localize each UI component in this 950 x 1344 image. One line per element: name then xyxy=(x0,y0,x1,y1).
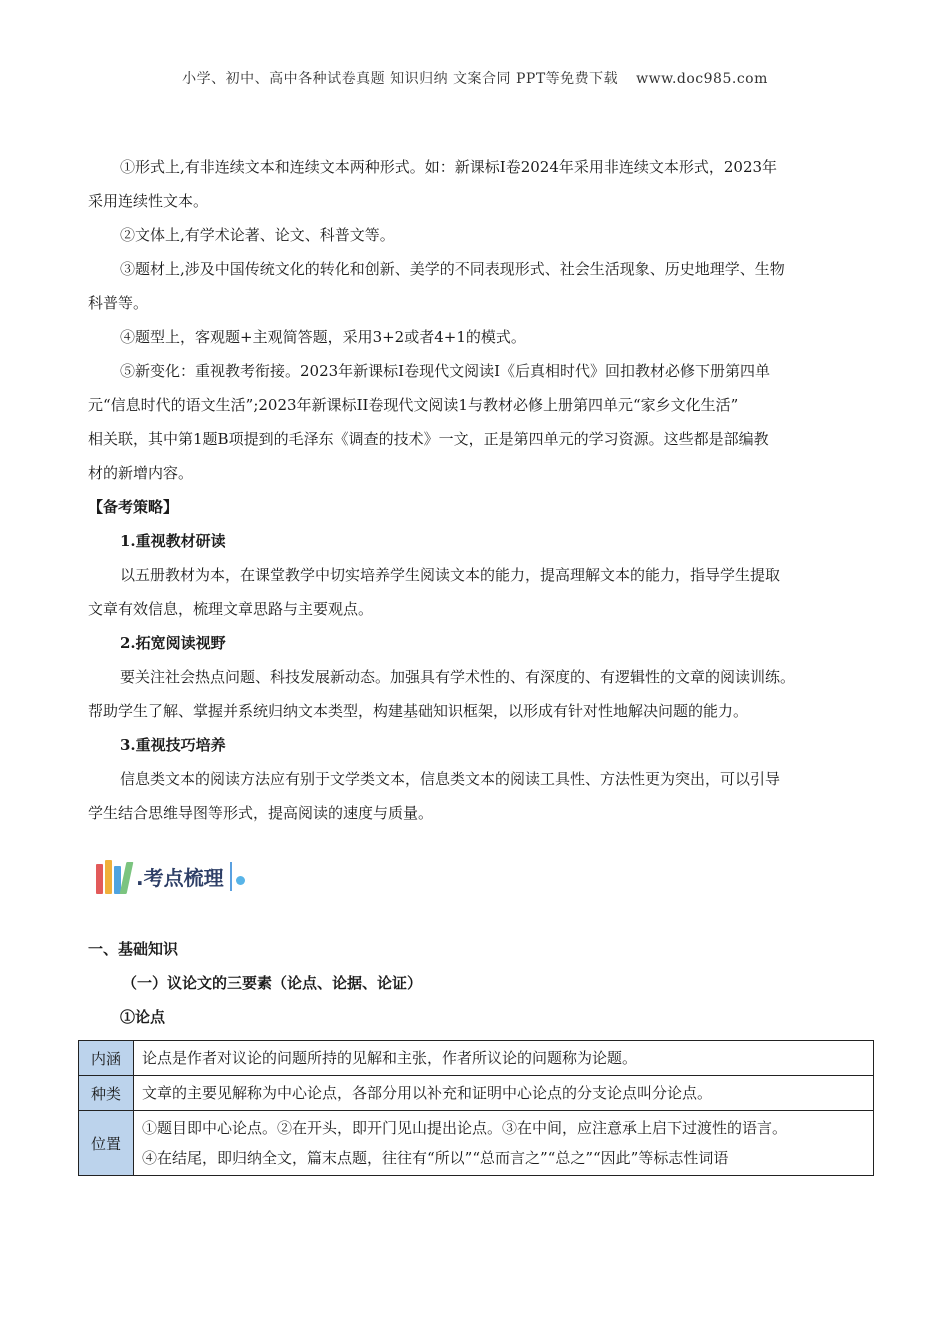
table-row xyxy=(79,1111,874,1176)
section-banner xyxy=(88,850,868,902)
knowledge-heading: 一、基础知识 xyxy=(88,940,179,958)
header-text: 小学、初中、高中各种试卷真题 知识归纳 文案合同 PPT等免费下载 xyxy=(182,71,619,87)
knowledge-point-title: ①论点 xyxy=(120,1008,166,1026)
row-label: 内涵 xyxy=(79,1041,134,1076)
row-line: ④在结尾，即归纳全文，篇末点题，往往有“所以”“总而言之”“总之”“因此”等标志性词语 xyxy=(142,1149,729,1167)
row-line: ①题目即中心论点。②在开头，即开门见山提出论点。③在中间，应注意承上启下过渡性的语言。 xyxy=(142,1119,788,1137)
paragraph: ⑤新变化：重视教考衔接。2023年新课标I卷现代文阅读I《后真相时代》回扣教材必修下册第四单 xyxy=(120,362,771,380)
paragraph: 以五册教材为本，在课堂教学中切实培养学生阅读文本的能力，提高理解文本的能力，指导学生提取 xyxy=(120,566,781,584)
paragraph: 文章有效信息，梳理文章思路与主要观点。 xyxy=(88,600,374,618)
table-row xyxy=(79,1076,874,1111)
banner-title: .考点梳理 xyxy=(136,862,232,891)
paragraph: 相关联，其中第1题B项提到的毛泽东《调查的技术》一文，正是第四单元的学习资源。这些都是部编教 xyxy=(88,430,769,448)
paragraph: 要关注社会热点问题、科技发展新动态。加强具有学术性的、有深度的、有逻辑性的文章的阅读训练。 xyxy=(120,668,796,686)
paragraph: 信息类文本的阅读方法应有别于文学类文本，信息类文本的阅读工具性、方法性更为突出，可以引导 xyxy=(120,770,781,788)
row-label: 种类 xyxy=(79,1076,134,1111)
paragraph: 学生结合思维导图等形式，提高阅读的速度与质量。 xyxy=(88,804,434,822)
row-value: 文章的主要见解称为中心论点，各部分用以补充和证明中心论点的分支论点叫分论点。 xyxy=(134,1076,874,1111)
page-header xyxy=(0,68,950,88)
paragraph: 采用连续性文本。 xyxy=(88,192,209,210)
knowledge-subheading: （一）议论文的三要素（论点、论据、论证） xyxy=(122,974,423,992)
table-row xyxy=(79,1041,874,1076)
strategy-1-title: 1.重视教材研读 xyxy=(120,532,226,550)
strategy-heading: 【备考策略】 xyxy=(88,498,179,516)
paragraph: ④题型上，客观题+主观简答题，采用3+2或者4+1的模式。 xyxy=(120,328,526,346)
paragraph: 帮助学生了解、掌握并系统归纳文本类型，构建基础知识框架，以形成有针对性地解决问题的能力。 xyxy=(88,702,749,720)
paragraph: 科普等。 xyxy=(88,294,149,312)
paragraph: 材的新增内容。 xyxy=(88,464,194,482)
row-value xyxy=(134,1111,874,1176)
paragraph: ③题材上,涉及中国传统文化的转化和创新、美学的不同表现形式、社会生活现象、历史地理学、生物 xyxy=(120,260,785,278)
paragraph: 元“信息时代的语文生活”;2023年新课标II卷现代文阅读1与教材必修上册第四单元“家乡文化生活” xyxy=(88,396,739,414)
books-icon xyxy=(96,858,132,894)
strategy-2-title: 2.拓宽阅读视野 xyxy=(120,634,226,652)
row-label: 位置 xyxy=(79,1111,134,1176)
argument-table xyxy=(78,1040,874,1176)
dot-icon xyxy=(236,876,245,885)
row-value: 论点是作者对议论的问题所持的见解和主张，作者所议论的问题称为论题。 xyxy=(134,1041,874,1076)
strategy-3-title: 3.重视技巧培养 xyxy=(120,736,226,754)
document-body xyxy=(88,150,868,1176)
paragraph: ②文体上,有学术论著、论文、科普文等。 xyxy=(120,226,395,244)
header-site: www.doc985.com xyxy=(636,71,768,87)
paragraph: ①形式上,有非连续文本和连续文本两种形式。如：新课标Ⅰ卷2024年采用非连续文本形式，2023年 xyxy=(120,158,778,176)
